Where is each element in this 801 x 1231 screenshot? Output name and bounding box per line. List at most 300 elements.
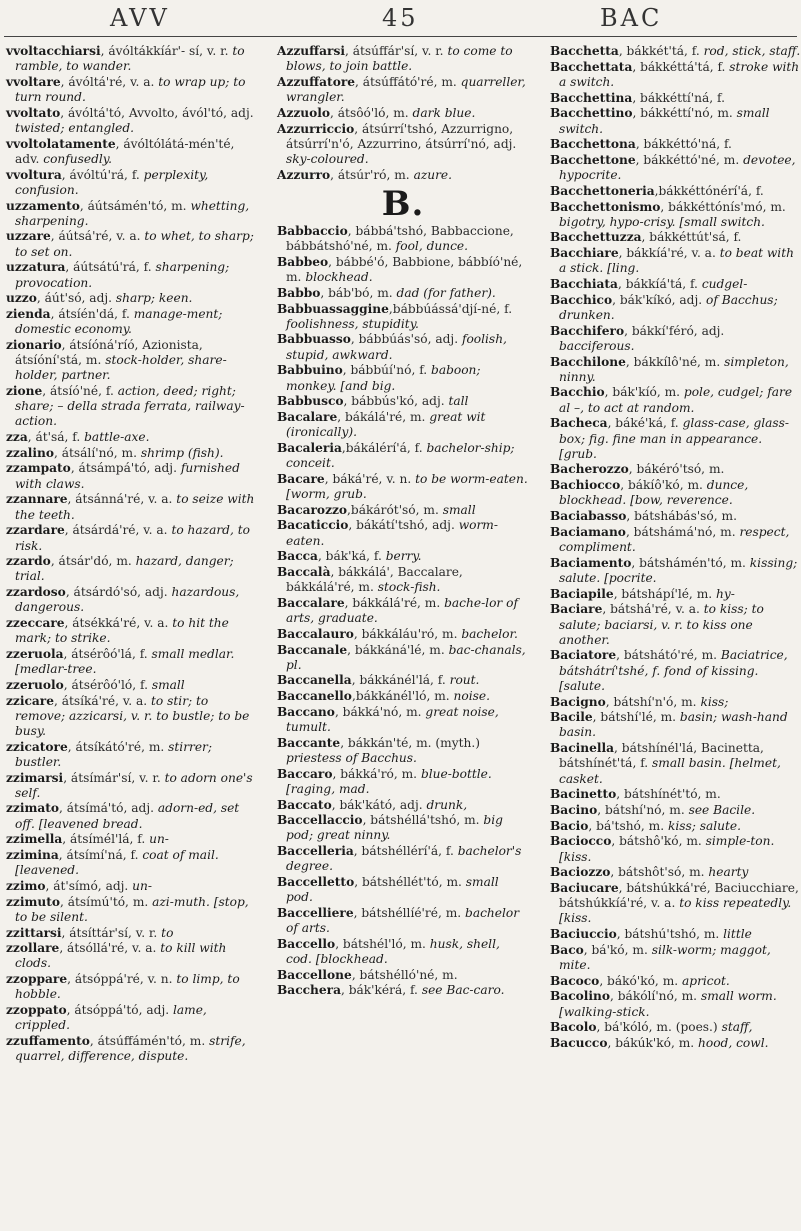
entry-headword: Bacalare (277, 409, 338, 424)
entry-headword: zzardoso (6, 585, 66, 600)
entry-grammar: m. (286, 270, 302, 285)
entry-grammar: m. (148, 739, 165, 754)
dictionary-entry (6, 338, 258, 384)
entry-headword: zzimella (6, 832, 63, 847)
entry-grammar: v. a. (651, 896, 676, 911)
entry-definition: to beat with a stick. [ling. (559, 246, 794, 276)
entry-grammar: v. n. (386, 471, 412, 486)
entry-headword: zzeccare (6, 616, 65, 631)
entry-pronunciation: , bátshél'ló, (335, 936, 407, 951)
dictionary-entry (550, 385, 801, 415)
entry-definition: azure. (413, 167, 453, 182)
entry-headword: Baciocco (550, 834, 612, 849)
entry-grammar: f. (437, 673, 446, 688)
entry-definition: to (161, 925, 174, 940)
dictionary-entry (6, 895, 258, 925)
dictionary-entry (277, 844, 529, 874)
dictionary-entry (550, 989, 801, 1019)
dictionary-entry (6, 647, 258, 677)
dictionary-entry (550, 927, 801, 942)
entry-headword: Baccalare (277, 595, 345, 610)
entry-headword: Babbuino (277, 363, 343, 378)
entry-pronunciation: , átsóppá'ré, (67, 972, 144, 987)
dictionary-entry (550, 60, 801, 90)
entry-definition: cudgel- (701, 277, 748, 292)
entry-definition: little (723, 927, 752, 942)
entry-pronunciation: , bábbúás'só, (350, 332, 432, 347)
entry-grammar: adj. (432, 518, 455, 533)
entry-headword: Baciapile (550, 586, 614, 601)
entry-grammar: adj. (701, 323, 725, 338)
entry-definition: twisted; entangled. (15, 121, 135, 136)
dictionary-entry (550, 324, 801, 354)
entry-grammar: adj. (421, 394, 445, 409)
entry-definition: foolish, stupid, awkward. (286, 332, 507, 362)
entry-grammar: m. (410, 936, 426, 951)
dictionary-entry (550, 509, 801, 524)
entry-pronunciation: , bákkílô'né, (625, 354, 701, 369)
entry-grammar: m. (189, 1034, 206, 1048)
entry-definition: battle-axe. (84, 430, 150, 445)
dictionary-entry (550, 293, 801, 323)
dictionary-entry (6, 492, 258, 522)
entry-definition: bachelor. (461, 626, 518, 641)
entry-grammar: m. (687, 478, 703, 493)
entry-definition: great wit (ironically). (286, 409, 486, 440)
entry-pronunciation: , bátshéllérí'á, (353, 844, 443, 859)
dictionary-entry (6, 229, 258, 259)
entry-headword: Baccelleria (277, 844, 354, 859)
entry-headword: Baco (550, 942, 584, 957)
entry-definition: silk-worm; maggot, mite. (559, 942, 771, 972)
section-letter: B. (381, 183, 425, 224)
entry-grammar: v. a. (675, 602, 700, 617)
entry-definition: hazard, danger; trial. (15, 554, 234, 584)
entry-definition: bachelor-ship; conceit. (286, 440, 515, 471)
entry-grammar: f. (140, 677, 148, 692)
dictionary-entry (277, 75, 529, 105)
dictionary-entry (6, 168, 258, 198)
dictionary-entry (277, 596, 529, 626)
entry-definition: to wrap up; to turn round. (15, 74, 246, 105)
entry-definition: bachelor of arts. (286, 905, 520, 936)
entry-grammar: m. (423, 502, 439, 517)
entry-grammar: m. (464, 813, 480, 828)
entry-pronunciation: , átsár'dó, (50, 554, 113, 569)
entry-grammar: f. (733, 230, 742, 245)
entry-headword: uzzatura (6, 260, 66, 275)
entry-pronunciation: , bátshámén'tó, (631, 555, 727, 570)
left-guide-word: AVV (110, 4, 170, 32)
dictionary-entry (277, 906, 529, 936)
entry-headword: Azzuffatore (277, 74, 355, 89)
right-guide-word: BAC (600, 4, 663, 32)
dictionary-entry (277, 168, 529, 183)
dictionary-entry (550, 648, 801, 694)
entry-headword: Baccanello (277, 689, 352, 704)
dictionary-entry (277, 689, 529, 704)
dictionary-entry (550, 1036, 801, 1051)
entry-headword: Bacchiare (550, 246, 619, 261)
entry-pronunciation: , báká'ré, (324, 471, 383, 486)
dictionary-entry (6, 307, 258, 337)
entry-pronunciation: , átsékká'ré, (64, 616, 141, 631)
entry-headword: Baccellone (277, 967, 352, 982)
entry-headword: Baccanale (277, 642, 348, 657)
entry-definition: glass-case, glass-box; fig. fine man in appearance. [grub. (559, 416, 790, 461)
dictionary-entry (277, 332, 529, 362)
dictionary-entry (277, 643, 529, 673)
entry-grammar: v. n. (147, 972, 173, 987)
entry-definition: sharpening; provocation. (15, 260, 230, 290)
entry-pronunciation: , bák'kíkó, (612, 292, 676, 307)
entry-pronunciation: , átsárdó'só, (65, 585, 142, 600)
entry-grammar: m. (410, 409, 426, 424)
dictionary-entry (550, 200, 801, 230)
dictionary-entry (550, 602, 801, 648)
entry-headword: Bacchettonismo (550, 199, 661, 214)
entry-headword: Azzurro (277, 167, 331, 182)
entry-pronunciation: , átsérôó'lá, (63, 646, 136, 661)
entry-definition: un- (149, 832, 169, 847)
entry-headword: Baccante (277, 735, 341, 750)
dictionary-entry (6, 75, 258, 105)
entry-pronunciation: , átsímí'ná, (58, 848, 127, 863)
entry-pronunciation: , ávóltákkíár'- (100, 44, 186, 58)
entry-definition: perplexity, confusion. (15, 167, 209, 197)
dictionary-entry (550, 184, 801, 199)
entry-pronunciation: , bákkéttónís'mó, (660, 199, 767, 214)
entry-definition: rod, stick, staff. (703, 44, 801, 58)
entry-headword: zzimuto (6, 894, 60, 909)
entry-definition: to kill with clods. (15, 941, 227, 971)
dictionary-entry (277, 410, 529, 440)
entry-grammar: v. a. (691, 246, 716, 261)
entry-headword: zzittarsi (6, 925, 62, 940)
entry-headword: Babbuassaggine (277, 301, 389, 316)
entry-definition: confusedly. (43, 151, 112, 166)
entry-grammar: v. a. (122, 693, 148, 708)
entry-definition: apricot. (682, 973, 730, 988)
entry-headword: Bacchettona (550, 137, 636, 152)
entry-definition: Baciatrice, bátshátrí'tshé, f. fond of kissing. [salute. (559, 648, 788, 693)
entry-definition: hood, cowl. (698, 1036, 769, 1050)
entry-definition: kissing; salute. [pocrite. (559, 555, 798, 585)
entry-grammar: m. (171, 198, 187, 213)
entry-headword: Baccano (277, 704, 335, 719)
entry-headword: zzeruola (6, 646, 64, 661)
entry-grammar: m. (701, 648, 717, 663)
entry-grammar: adj. (493, 136, 517, 151)
entry-headword: Babbusco (277, 394, 344, 409)
entry-definition: stock-holder, share-holder, partner. (15, 353, 227, 383)
dictionary-entry (277, 673, 529, 688)
entry-grammar: f. (691, 44, 700, 58)
entry-headword: Bacchettata (550, 59, 633, 74)
entry-headword: Baccelliere (277, 905, 354, 920)
entry-definition: simple-ton. [kiss. (559, 834, 775, 864)
entry-pronunciation: , bákálá'ré, (337, 409, 407, 424)
entry-definition: rout. (449, 673, 480, 688)
entry-headword: zzeruolo (6, 677, 64, 692)
entry-definition: priestess of Bacchus. (286, 750, 417, 765)
entry-pronunciation: , bákkéttó'ná, (635, 137, 721, 152)
entry-pronunciation: , bátshá'ré, (602, 602, 672, 617)
entry-pronunciation: , bá'kóló, (596, 1020, 653, 1035)
dictionary-entry (6, 801, 258, 831)
entry-headword: Bacchera (277, 983, 341, 998)
dictionary-entry (277, 518, 529, 548)
entry-headword: Bacolino (550, 989, 610, 1004)
entry-grammar: m. (689, 865, 705, 880)
entry-pronunciation: ,bákkánél'ló, (351, 689, 431, 704)
entry-definition: tall (448, 394, 469, 409)
entry-headword: zzampato (6, 461, 71, 476)
entry-definition: sharp; keen. (115, 291, 193, 306)
entry-pronunciation: , átsíó'né, (42, 383, 102, 398)
entry-definition: blue-bottle. [raging, mad. (286, 766, 492, 796)
entry-definition: to hit the mark; to strike. (15, 616, 229, 646)
dictionary-entry (6, 941, 258, 971)
dictionary-entry (550, 695, 801, 710)
dictionary-entry (277, 798, 529, 813)
dictionary-entry (6, 554, 258, 584)
entry-headword: zzimo (6, 878, 46, 893)
entry-headword: Bacchettino (550, 106, 633, 121)
entry-definition: stroke with a switch. (559, 59, 800, 89)
entry-definition: bigotry, hypo-crisy. [small switch. (559, 214, 765, 229)
entry-definition: to seize with the teeth. (15, 492, 255, 522)
entry-definition: worm-eaten. (286, 518, 498, 548)
entry-headword: zione (6, 383, 43, 398)
dictionary-entry (550, 587, 801, 602)
dictionary-entry (550, 1020, 801, 1035)
dictionary-entry (550, 525, 801, 555)
entry-pronunciation: , áút'só, (36, 291, 86, 306)
entry-headword: Baciucare (550, 880, 619, 895)
entry-definition: manage-ment; domestic economy. (15, 306, 223, 337)
entry-definition: bachelor's degree. (286, 844, 522, 874)
dictionary-entry (277, 937, 529, 967)
entry-grammar: m. (686, 834, 702, 849)
dictionary-entry (550, 153, 801, 183)
dictionary-entry (277, 394, 529, 409)
dictionary-entry (550, 416, 801, 462)
entry-grammar: f. (143, 260, 152, 275)
entry-headword: Azzurriccio (277, 121, 355, 136)
entry-headword: Bacaticcio (277, 518, 349, 533)
dictionary-entry (6, 694, 258, 740)
entry-definition: stock-fish. (377, 580, 441, 595)
entry-grammar: v. a. (132, 941, 157, 956)
entry-definition: great noise, tumult. (286, 704, 499, 735)
entry-grammar: m. (406, 704, 422, 719)
entry-grammar: m. (441, 74, 457, 89)
dictionary-entry (550, 556, 801, 586)
entry-grammar: f. (640, 756, 649, 771)
entry-definition: kiss; (700, 694, 729, 709)
entry-pronunciation: , bábbús'kó, (343, 394, 418, 409)
entry-pronunciation: , átsímá'tó, (59, 801, 128, 816)
entry-pronunciation: , bábbá'tshó, Babbaccione, bábbátshó'né, (286, 224, 514, 254)
dictionary-entry (550, 106, 801, 136)
entry-pronunciation: , bákkáláu'ró, (353, 626, 439, 641)
entry-definition: simpleton, ninny. (559, 354, 789, 384)
dictionary-entry (6, 430, 258, 445)
entry-headword: Bacchettina (550, 90, 633, 105)
dictionary-entry (550, 44, 801, 59)
entry-grammar: m. (681, 694, 697, 709)
entry-headword: Bacino (550, 802, 598, 817)
column-left (6, 44, 258, 1065)
entry-pronunciation: , bákólí'nó, (610, 989, 678, 1004)
entry-grammar: m. (434, 689, 450, 704)
entry-pronunciation: , átsímú'tó, (60, 894, 129, 909)
dictionary-entry (277, 705, 529, 735)
dictionary-entry (6, 461, 258, 491)
dictionary-entry (550, 741, 801, 787)
entry-headword: zionario (6, 337, 62, 352)
entry-definition: whetting, sharpening. (15, 198, 250, 228)
entry-grammar: f. (105, 383, 114, 398)
entry-pronunciation: , bátshô'kó, (611, 834, 683, 849)
entry-definition: to be worm-eaten. [worm, grub. (286, 471, 528, 501)
entry-definition: adorn-ed, set off. [leavened bread. (15, 801, 240, 831)
entry-definition: see Bac-caro. (421, 983, 505, 998)
entry-grammar: f. (717, 59, 726, 74)
entry-definition: to limp, to hobble. (15, 972, 240, 1002)
entry-definition: small worm. [walking-stick. (559, 989, 777, 1019)
entry-pronunciation: , áútsámén'tó, (79, 198, 168, 213)
entry-pronunciation: , ávóltú'rá, (61, 167, 128, 182)
dictionary-entry (277, 875, 529, 905)
entry-headword: zzuffamento (6, 1034, 90, 1048)
dictionary-entry (6, 771, 258, 801)
entry-headword: zzardare (6, 523, 65, 538)
entry-grammar: m. (770, 199, 786, 214)
entry-headword: zzoppato (6, 1003, 67, 1018)
entry-grammar: v. a. (144, 616, 169, 631)
entry-grammar: adj. (230, 105, 254, 120)
entry-grammar: adj. (89, 291, 113, 306)
entry-definition: to whet, to sharp; to set on. (15, 229, 254, 259)
entry-grammar: m. (442, 967, 458, 982)
entry-grammar: m. (424, 595, 441, 610)
entry-pronunciation: , bá'kó, (583, 942, 629, 957)
entry-grammar: m. (648, 818, 665, 833)
entry-definition: lame, crippled. (15, 1003, 207, 1033)
entry-headword: vvoltolatamente (6, 136, 116, 151)
entry-headword: zzardo (6, 554, 51, 569)
entry-definition: to come to blows, to join battle. (286, 44, 513, 74)
entry-grammar: adj. (144, 585, 168, 600)
dictionary-entry (6, 199, 258, 229)
dictionary-entry (550, 943, 801, 973)
entry-headword: Babbeo (277, 254, 329, 269)
entry-definition: to kiss repeatedly. [kiss. (559, 896, 792, 926)
entry-definition: berry. (385, 549, 422, 564)
entry-pronunciation: , báb'bó, (320, 285, 374, 300)
entry-headword: Bachiocco (550, 478, 621, 493)
dictionary-entry (277, 549, 529, 564)
entry-pronunciation: , bátshéllá'tshó, (362, 813, 461, 828)
entry-pronunciation: , bábbé'ó, Babbione, bábbíó'né, (328, 254, 523, 269)
dictionary-entry (277, 44, 529, 74)
entry-grammar: f. (131, 167, 140, 182)
entry-definition: big pod; great ninny. (286, 813, 503, 843)
entry-pronunciation: , bákkáná'lé, (347, 642, 426, 657)
entry-headword: Bacchilone (550, 354, 626, 369)
entry-grammar: v. r. (135, 925, 158, 940)
dictionary-entry (277, 813, 529, 843)
entry-pronunciation: , bák'kátó, (331, 797, 397, 812)
entry-definition: un- (132, 878, 152, 893)
entry-headword: zzicatore (6, 739, 68, 754)
entry-pronunciation: ,bákálérí'á, (341, 440, 411, 455)
entry-definition: bacciferous. (559, 338, 635, 353)
entry-grammar: m. (720, 524, 736, 539)
dictionary-entry (277, 767, 529, 797)
entry-definition: dunce, blockhead. [bow, reverence. (559, 478, 749, 508)
page-number: 45 (382, 4, 419, 32)
entry-definition: kiss; salute. (667, 818, 741, 833)
entry-definition: hearty (708, 865, 749, 880)
dictionary-entry (550, 803, 801, 818)
entry-pronunciation: , átsíén'dá, (50, 306, 119, 321)
dictionary-entry (6, 832, 258, 847)
entry-grammar: sí, v. r. (189, 44, 229, 58)
dictionary-entry (550, 462, 801, 477)
dictionary-entry (550, 881, 801, 927)
entry-pronunciation: , bákkét'tá, (618, 44, 688, 58)
entry-pronunciation: , bákkéttí'nó, (632, 106, 714, 121)
entry-headword: Babbaccio (277, 224, 348, 239)
entry-headword: Bacolo (550, 1020, 597, 1035)
dictionary-entry (6, 926, 258, 941)
dictionary-entry (550, 230, 801, 245)
entry-pronunciation: , átsárdá'ré, (64, 523, 140, 538)
entry-pronunciation: , bátshínél'lá, Bacinetta, bátshínét'tá, (559, 741, 764, 771)
entry-definition: hazardous, dangerous. (15, 585, 240, 615)
dictionary-entry (277, 565, 529, 595)
dictionary-entry (6, 384, 258, 430)
dictionary-entry (6, 848, 258, 878)
entry-headword: Baccaro (277, 766, 333, 781)
entry-pronunciation: , átsóllá'ré, (59, 941, 129, 956)
entry-definition: to adorn one's self. (15, 770, 253, 800)
entry-grammar: f. (414, 440, 423, 455)
entry-grammar: f. (121, 306, 130, 321)
entry-definition: small (151, 677, 185, 692)
entry-pronunciation: , ávóltá'tó, Avvolto, ávól'tó, (60, 105, 227, 120)
entry-pronunciation: ,bábbúássá'djí-né, (388, 301, 501, 316)
entry-headword: Baciabasso (550, 509, 627, 524)
entry-pronunciation: , bákkíá'ré, (618, 246, 688, 261)
entry-pronunciation: , át'sá, (27, 430, 69, 445)
entry-headword: Bacchio (550, 385, 605, 400)
entry-headword: zienda (6, 306, 51, 321)
entry-pronunciation: , báké'ká, (607, 416, 667, 431)
entry-definition: drunk, (426, 797, 468, 812)
entry-headword: Babbuasso (277, 332, 351, 347)
entry-pronunciation: , bák'kérá, (340, 983, 407, 998)
entry-headword: zzimarsi (6, 770, 64, 785)
entry-pronunciation: , áútsá'ré, (50, 229, 113, 244)
entry-grammar: v. r. (422, 44, 444, 58)
entry-grammar: f. (419, 363, 428, 378)
entry-grammar: m. (401, 766, 418, 781)
entry-definition: strife, quarrel, difference, dispute. (15, 1034, 246, 1064)
